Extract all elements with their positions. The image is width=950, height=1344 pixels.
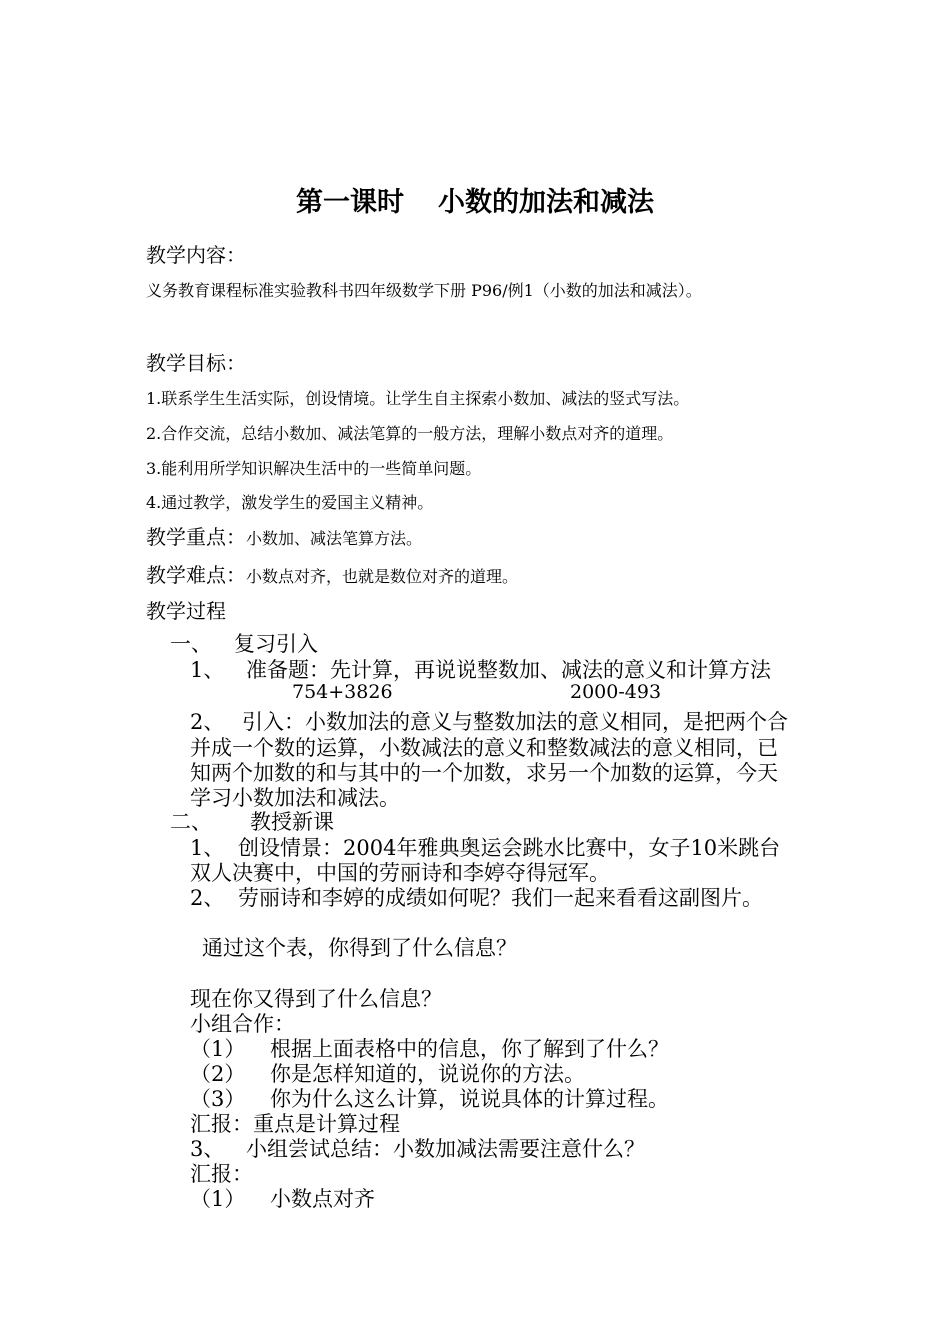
- item-number: 1、: [190, 836, 225, 860]
- process-heading: 教学过程: [146, 599, 226, 623]
- item-number: 2、: [190, 710, 225, 734]
- goal-item: 1.联系学生生活实际，创设情境。让学生自主探索小数加、减法的竖式写法。: [146, 389, 690, 408]
- content-text: 义务教育课程标准实验教科书四年级数学下册 P96/例1（小数的加法和减法）。: [146, 281, 702, 300]
- item-scenario-line: 双人决赛中，中国的劳丽诗和李婷夺得冠军。: [190, 861, 610, 885]
- difficulty-label: 教学难点：: [146, 563, 246, 587]
- point-text: 小数点对齐: [270, 1187, 375, 1211]
- section-title: 教授新课: [250, 810, 334, 834]
- task-number: （3）: [190, 1087, 246, 1111]
- item-prep: [190, 654, 771, 684]
- item-text: 创设情景：2004年雅典奥运会跳水比赛中，女子10米跳台: [238, 836, 781, 860]
- item-text: 引入：小数加法的意义与整数加法的意义相同，是把两个合: [242, 710, 788, 734]
- section-number: 二、: [170, 810, 212, 834]
- item-text: 小组尝试总结：小数加减法需要注意什么？: [246, 1137, 645, 1161]
- item-number: 2、: [190, 886, 225, 910]
- key-point-label: 教学重点：: [146, 525, 246, 549]
- item-intro-line: 学习小数加法和减法。: [190, 786, 400, 810]
- goal-item: 3.能利用所学知识解决生活中的一些简单问题。: [146, 459, 482, 478]
- point-number: （1）: [190, 1187, 246, 1211]
- item-text: 准备题：先计算，再说说整数加、减法的意义和计算方法: [246, 658, 771, 682]
- item-text: 劳丽诗和李婷的成绩如何呢？我们一起来看看这副图片。: [238, 886, 763, 910]
- goals-heading: 教学目标：: [146, 351, 246, 375]
- question: 现在你又得到了什么信息？: [190, 987, 442, 1011]
- item-picture: [190, 882, 763, 912]
- title-lesson: 第一课时: [296, 187, 404, 218]
- goal-item: 4.通过教学，激发学生的爱国主义精神。: [146, 493, 434, 512]
- report: 汇报：: [190, 1162, 253, 1186]
- content-heading: 教学内容：: [146, 243, 246, 267]
- item-summary: [190, 1133, 645, 1163]
- summary-point: [190, 1183, 375, 1213]
- difficulty: [146, 559, 518, 588]
- section-title: 复习引入: [234, 632, 318, 656]
- key-point: [146, 521, 422, 550]
- task-number: （1）: [190, 1037, 246, 1061]
- item-intro-line: 知两个加数的和与其中的一个加数，求另一个加数的运算，今天: [190, 761, 778, 785]
- difficulty-text: 小数点对齐，也就是数位对齐的道理。: [246, 567, 519, 586]
- goal-item: 2.合作交流，总结小数加、减法笔算的一般方法，理解小数点对齐的道理。: [146, 424, 674, 443]
- item-intro-line: 并成一个数的运算，小数减法的意义和整数减法的意义相同，已: [190, 736, 778, 760]
- task-text: 你是怎样知道的，说说你的方法。: [270, 1062, 585, 1086]
- key-point-text: 小数加、减法笔算方法。: [246, 529, 423, 548]
- expression: 2000-493: [570, 681, 662, 703]
- item-number: 1、: [190, 658, 225, 682]
- report: 汇报：重点是计算过程: [190, 1112, 400, 1136]
- task-text: 根据上面表格中的信息，你了解到了什么？: [270, 1037, 669, 1061]
- item-number: 3、: [190, 1137, 225, 1161]
- title-topic: 小数的加法和减法: [438, 187, 654, 218]
- task-number: （2）: [190, 1062, 246, 1086]
- task-text: 你为什么这么计算，说说具体的计算过程。: [270, 1087, 669, 1111]
- page-title: [0, 180, 950, 219]
- section-number: 一、: [170, 632, 212, 656]
- expression: 754+3826: [292, 681, 393, 703]
- group-heading: 小组合作：: [190, 1012, 295, 1036]
- question: 通过这个表，你得到了什么信息？: [202, 936, 517, 960]
